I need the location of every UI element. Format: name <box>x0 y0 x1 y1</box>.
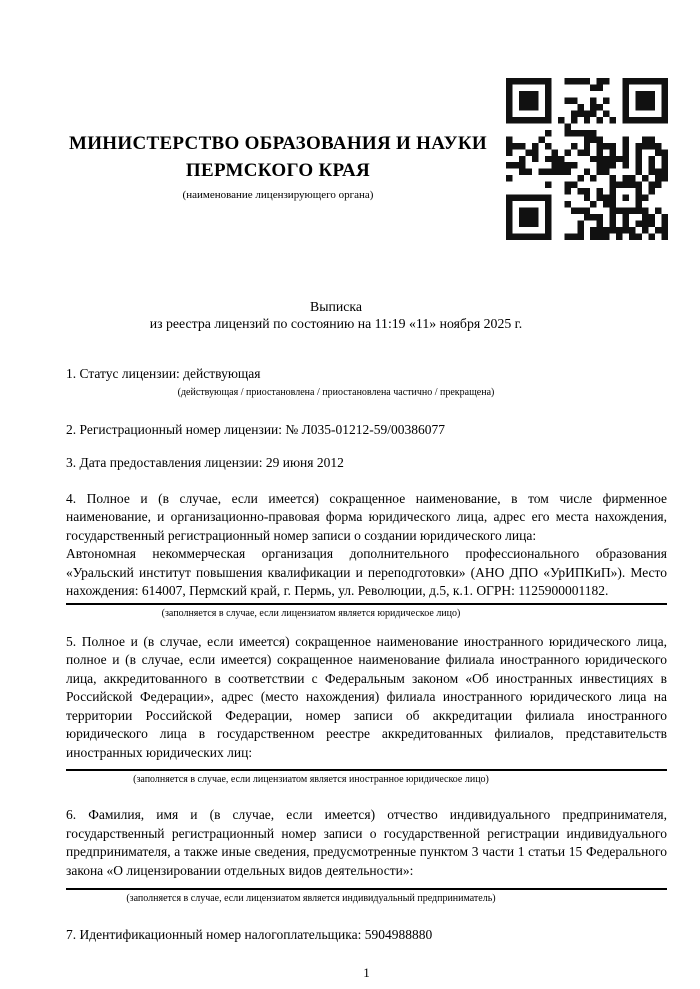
ministry-name-caption: (наименование лицензирующего органа) <box>182 189 374 201</box>
section-3-grant-date: 3. Дата предоставления лицензии: 29 июня 2012 <box>66 455 344 470</box>
ministry-name-line1: МИНИСТЕРСТВО ОБРАЗОВАНИЯ И НАУКИ <box>68 133 488 154</box>
section-6-entrepreneur-label: 6. Фамилия, имя и (в случае, если имеется) отчество индивидуального предпринимателя, государственный регистрационный номер записи о государственной регистрации индивидуального предпринимателя, а также иные сведения, предусмотренные пунктом 3 части 1 статьи 15 Федерального закона «О лицензировании отдельных видов деятельности»: <box>66 807 667 878</box>
section-5-foreign-entity-label: 5. Полное и (в случае, если имеется) сокращенное наименование иностранного юридического лица, полное и (в случае, если имеется) сокращенное наименование филиала иностранного юридического лица, аккредитованного в соответствии с Федеральным законом «Об иностранных инвестициях в Российской Федерации», адрес (место нахождения) филиала иностранного юридического лица на территории Российской Федерации, номер записи об аккредитации филиала иностранного юридического лица в государственном реестре аккредитованных филиалов, представительств иностранных юридических лиц: <box>66 633 667 760</box>
section-5-separator-line <box>66 769 667 771</box>
section-4-caption: (заполняется в случае, если лицензиатом является юридическое лицо) <box>161 607 461 619</box>
section-4-separator-line <box>66 603 667 605</box>
document-body <box>66 298 667 982</box>
section-5-caption: (заполняется в случае, если лицензиатом является иностранное юридическое лицо) <box>133 774 489 785</box>
qr-code-image <box>506 78 668 240</box>
section-6-separator-line <box>66 888 667 890</box>
section-1-license-status: 1. Статус лицензии: действующая <box>66 366 261 381</box>
section-6-caption: (заполняется в случае, если лицензиатом является индивидуальный предприниматель) <box>126 893 496 904</box>
section-4-legal-entity-label: 4. Полное и (в случае, если имеется) сокращенное наименование, в том числе фирменное наименование, и организационно-правовая форма юридического лица, адрес его места нахождения, государственный регистрационный номер записи о создании юридического лица: <box>66 490 667 543</box>
page-number: 1 <box>363 964 370 980</box>
document-title: Выписка <box>310 299 362 314</box>
licensing-authority-header <box>66 130 490 202</box>
section-4-legal-entity-value: Автономная некоммерческая организация дополнительного профессионального образования «Уральский институт повышения квалификации и переподготовки» (АНО ДПО «УрИПКиП»). Место нахождения: 614007, Пермский край, г. Пермь, ул. Революции, д.5, к.1. ОГРН: 1125900001182. <box>66 546 667 598</box>
document-title-block <box>66 298 606 332</box>
section-2-registration-number: 2. Регистрационный номер лицензии: № Л035-01212-59/00386077 <box>66 421 446 437</box>
document-subtitle: из реестра лицензий по состоянию на 11:19 «11» ноября 2025 г. <box>149 316 523 331</box>
ministry-name-line2: ПЕРМСКОГО КРАЯ <box>185 160 371 181</box>
section-1-caption: (действующая / приостановлена / приостановлена частично / прекращена) <box>177 386 495 398</box>
qr-code <box>506 78 668 240</box>
section-7-taxpayer-id: 7. Идентификационный номер налогоплательщика: 5904988880 <box>66 927 433 942</box>
